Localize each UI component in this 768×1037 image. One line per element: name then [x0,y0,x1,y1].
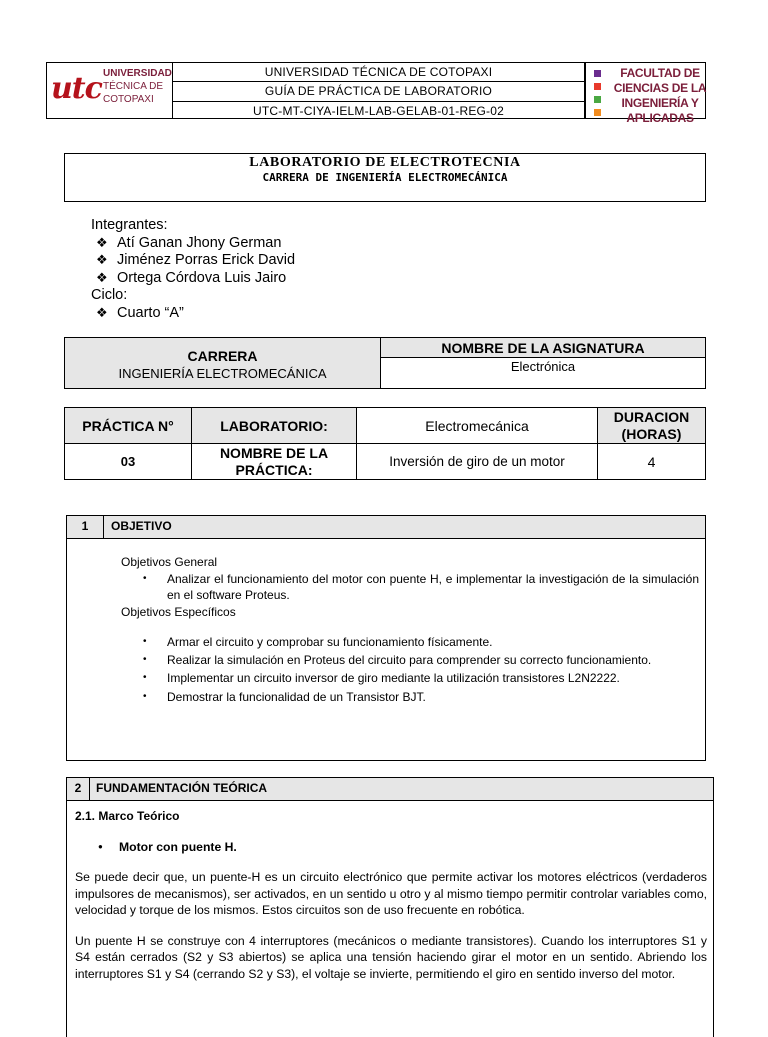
carrera-value: INGENIERÍA ELECTROMECÁNICA [118,365,327,381]
logo-line-3: COTOPAXI [103,94,154,105]
objetivo-especifico-item: • Realizar la simulación en Proteus del circuito para comprender su correcto funcionamiento. [121,652,699,669]
asignatura-value: Electrónica [381,358,706,389]
paragraph: Se puede decir que, un puente-H es un circuito electrónico que permite activar los motores eléctricos (verdaderos impulsores de mecanismos), ser activados, en un sentido u otro y al mismo tiempo permitir controlar variables como, velocidad y torque de los mismos. Estos circuitos son de uso frecuente en robótica. [75,870,707,917]
objetivo-body [121,554,699,705]
header-code: UTC-MT-CIYA-IELM-LAB-GELAB-01-REG-02 [252,103,505,118]
nombre-practica-value: Inversión de giro de un motor [357,444,598,480]
faculty-square-2 [594,83,601,90]
laboratorio-label: LABORATORIO: [192,408,357,444]
document-header [46,62,707,125]
member-item: ❖ Ortega Córdova Luis Jairo [91,270,711,288]
marco-teorico-heading: 2.1. Marco Teórico [75,809,180,823]
objetivo-especifico-item: • Armar el circuito y comprobar su funcionamiento físicamente. [121,634,699,651]
fundamentacion-header [67,778,713,801]
practica-number: 03 [65,444,192,480]
faculty-square-1 [594,70,601,77]
faculty-line-2: CIENCIAS DE LA [613,81,707,95]
objetivo-title: OBJETIVO [111,519,172,533]
motor-bullet: ● Motor con puente H. [75,839,707,856]
lab-title: LABORATORIO DE ELECTROTECNIA [249,155,521,170]
nombre-practica-label: NOMBRE DE LA PRÁCTICA: [192,444,357,480]
fundamentacion-title: FUNDAMENTACIÓN TEÓRICA [96,781,268,795]
member-item: ❖ Jiménez Porras Erick David [91,252,711,270]
header-university: UNIVERSIDAD TÉCNICA DE COTOPAXI [173,63,584,82]
objetivo-general-item: • Analizar el funcionamiento del motor con puente H, e implementar la investigación de la simulación en el software Proteus. [121,571,699,604]
faculty-line-1: FACULTAD DE [620,66,700,80]
carrera-label: CARRERA [187,347,258,364]
fundamentacion-body [75,808,707,982]
university-logo [47,63,173,118]
ciclo-value: ❖ Cuarto “A” [91,305,711,323]
objetivo-especificos-label: Objetivos Específicos [121,604,236,619]
objetivo-number: 1 [67,516,104,538]
fundamentacion-section [66,777,714,1037]
duracion-value: 4 [598,444,706,480]
members-section [91,217,711,322]
members-label: Integrantes: [91,217,168,233]
objetivo-general-label: Objetivos General [121,555,218,569]
member-item: ❖ Atí Ganan Jhony German [91,235,711,253]
faculty-square-4 [594,109,601,116]
faculty-square-3 [594,96,601,103]
carrera-cell [65,338,381,389]
faculty-logo-text [612,66,708,126]
ciclo-label: Ciclo: [91,287,128,303]
objetivo-section [66,515,706,761]
practica-label: PRÁCTICA N° [65,408,192,444]
asignatura-label: NOMBRE DE LA ASIGNATURA [381,338,706,358]
faculty-logo [584,63,707,125]
objetivo-especifico-item: • Implementar un circuito inversor de giro mediante la utilización transistores L2N2222. [121,670,699,687]
logo-line-1: UNIVERSIDAD [103,68,172,79]
laboratorio-value: Electromecánica [357,408,598,444]
lab-subtitle: CARRERA DE INGENIERÍA ELECTROMECÁNICA [262,171,508,184]
faculty-line-3: INGENIERÍA Y APLICADAS [621,96,699,125]
carrera-table [64,337,706,389]
practica-table [64,407,706,480]
utc-logo-mark: utc [51,71,102,106]
university-logo-text [103,67,173,106]
fundamentacion-number: 2 [67,778,90,800]
paragraph: Un puente H se construye con 4 interruptores (mecánicos o mediante transistores). Cuando los interruptores S1 y S4 están cerrados (S2 y S3 abiertos) se aplica una tensión haciendo girar el motor en un sentido. Abriendo los interruptores S1 y S4 (cerrando S2 y S3), el voltaje se invierte, permitiendo el giro en sentido inverso del motor. [75,933,707,981]
header-info [173,63,584,118]
header-guide: GUÍA DE PRÁCTICA DE LABORATORIO [173,82,584,101]
objetivo-especifico-item: • Demostrar la funcionalidad de un Transistor BJT. [121,689,699,706]
objetivo-header [67,516,705,539]
duracion-label: DURACION (HORAS) [598,408,706,444]
lab-title-box [64,153,706,202]
logo-line-2: TÉCNICA DE [103,81,164,92]
